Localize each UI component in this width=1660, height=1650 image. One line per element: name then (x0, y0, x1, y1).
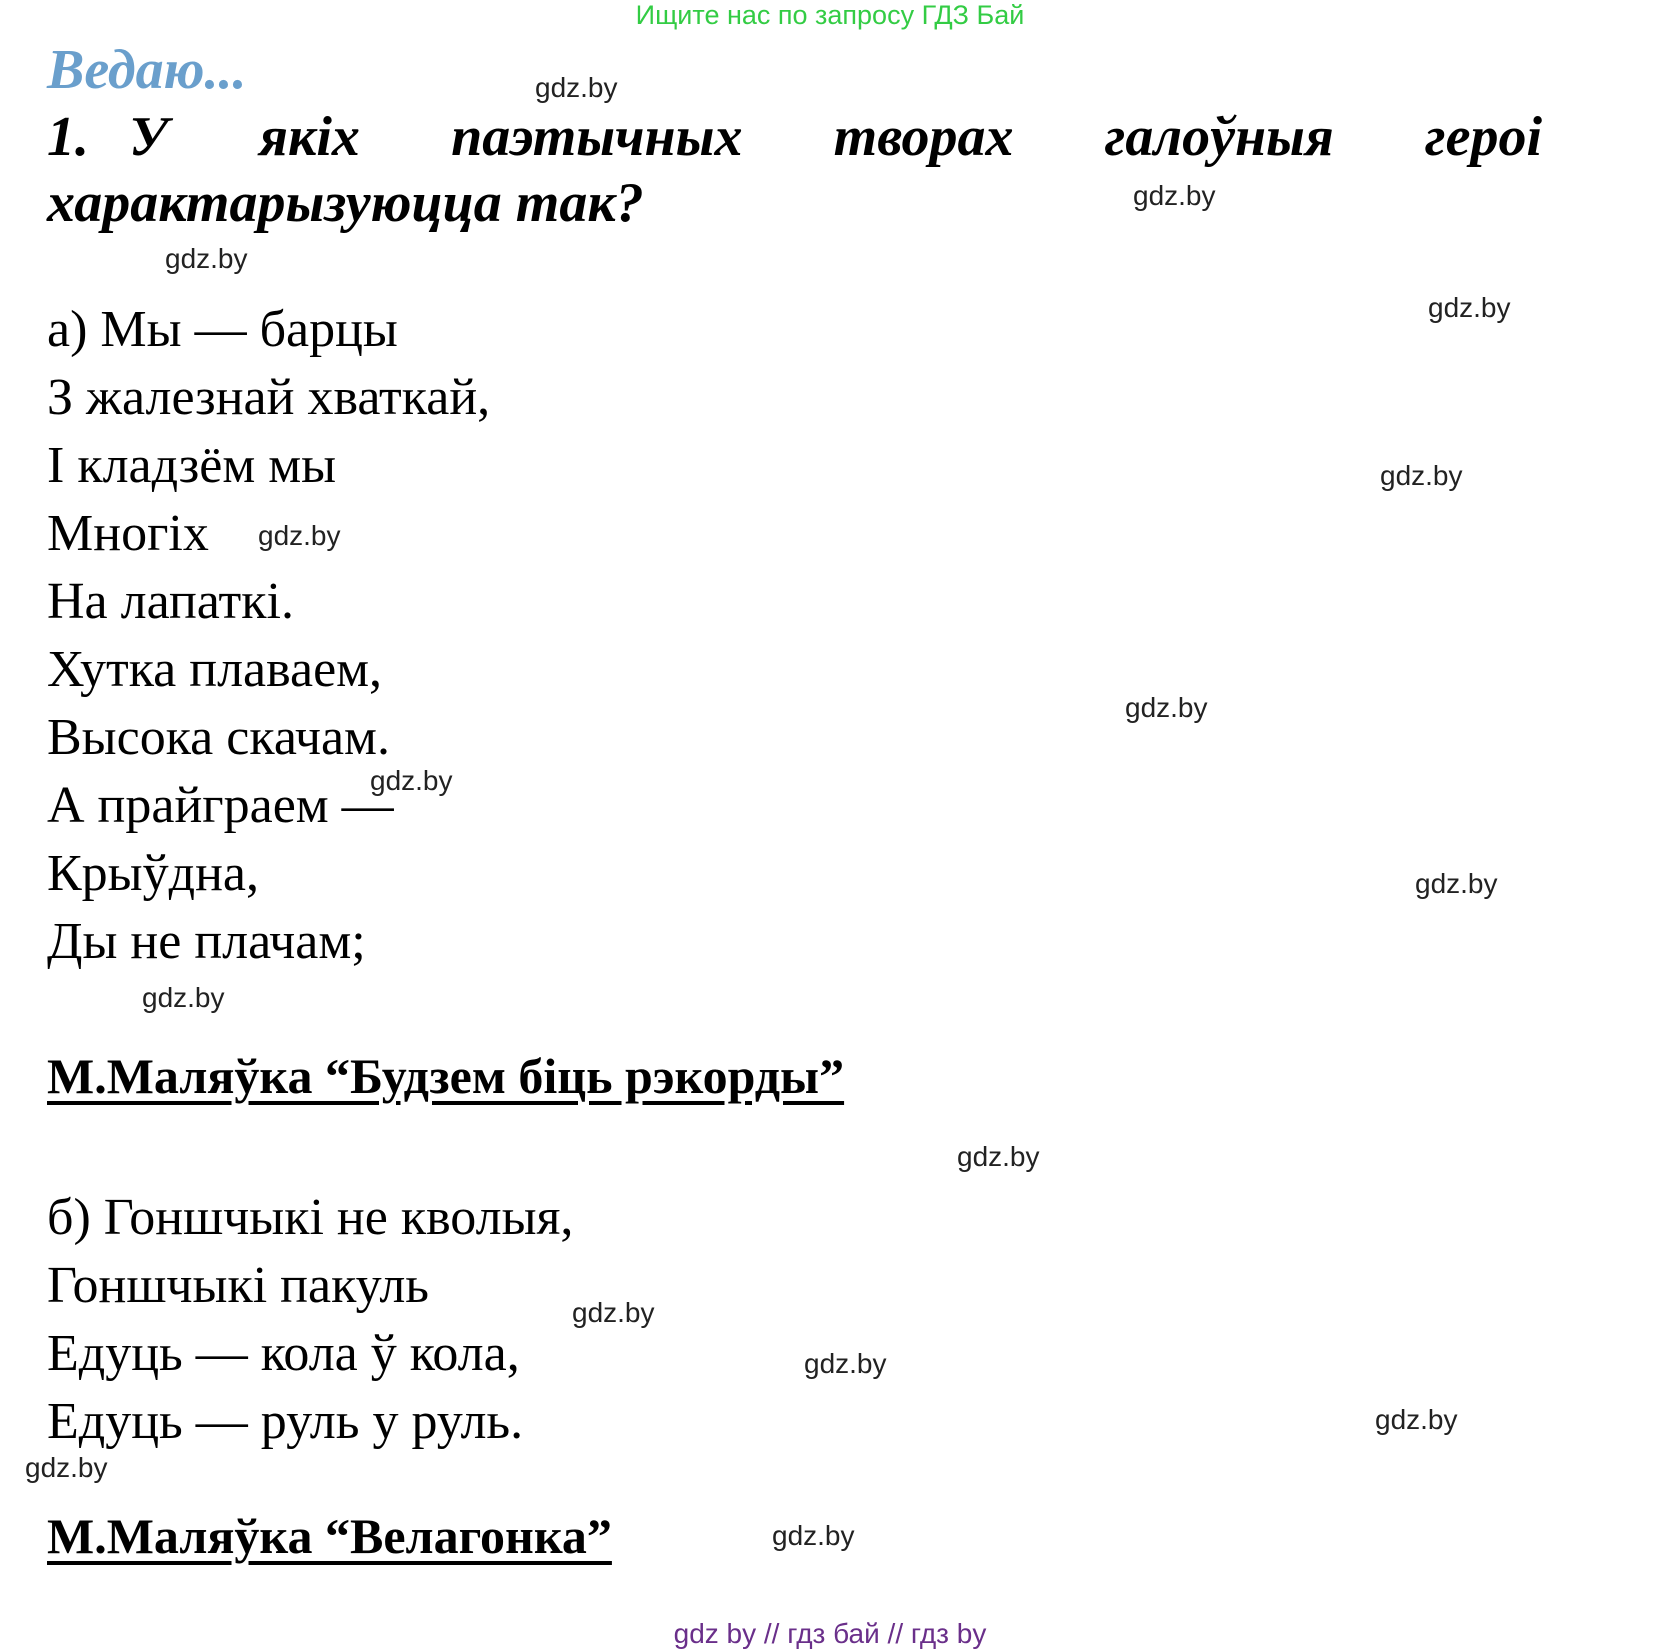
poem-a-line: А прайграем — (47, 777, 394, 834)
section-title: Ведаю... (47, 39, 247, 101)
watermark: gdz.by (957, 1141, 1040, 1172)
footer: gdz by // гдз бай // гдз by (673, 1618, 987, 1649)
poem-b-line: Гоншчыкі пакуль (47, 1257, 429, 1314)
poem-a-line: Хутка плаваем, (47, 641, 383, 698)
poem-a-line: На лапаткі. (47, 573, 294, 630)
poem-a-attribution: М.Маляўка “Будзем біць рэкорды” (47, 1048, 845, 1104)
poem-a-line: З жалезнай хваткай, (47, 369, 491, 426)
poem-a-line: а) Мы — барцы (47, 301, 398, 358)
watermark: gdz.by (370, 765, 453, 796)
watermark: gdz.by (1133, 180, 1216, 211)
poem-a-line: І кладзём мы (47, 437, 337, 494)
watermark: gdz.by (258, 520, 341, 551)
watermark: gdz.by (1125, 692, 1208, 723)
question-text: У якіх паэтычных творах галоўныя героі характарызуюцца так? (47, 106, 1542, 234)
poem-b (47, 1184, 573, 1456)
watermark: gdz.by (25, 1452, 108, 1483)
poem-b-attribution: М.Маляўка “Велагонка” (47, 1508, 612, 1564)
top-banner: Ищите нас по запросу ГДЗ Бай (635, 0, 1025, 30)
poem-b-line: Едуць — кола ў кола, (47, 1325, 520, 1382)
poem-a-line: Крыўдна, (47, 845, 259, 902)
poem-a (47, 296, 490, 976)
watermark: gdz.by (165, 243, 248, 274)
watermark: gdz.by (535, 72, 618, 103)
watermark: gdz.by (1428, 292, 1511, 323)
watermark: gdz.by (1415, 868, 1498, 899)
poem-a-line: Высока скачам. (47, 709, 390, 766)
poem-a-line: Многіх (47, 505, 209, 562)
watermark: gdz.by (804, 1348, 887, 1379)
watermark: gdz.by (142, 982, 225, 1013)
watermark: gdz.by (772, 1520, 855, 1551)
poem-b-line: б) Гоншчыкі не кволыя, (47, 1189, 574, 1246)
poem-b-line: Едуць — руль у руль. (47, 1393, 524, 1450)
watermark: gdz.by (572, 1297, 655, 1328)
question (47, 104, 1542, 236)
poem-a-line: Ды не плачам; (47, 913, 366, 970)
question-number: 1. (47, 106, 89, 168)
watermark: gdz.by (1380, 460, 1463, 491)
watermark: gdz.by (1375, 1404, 1458, 1435)
